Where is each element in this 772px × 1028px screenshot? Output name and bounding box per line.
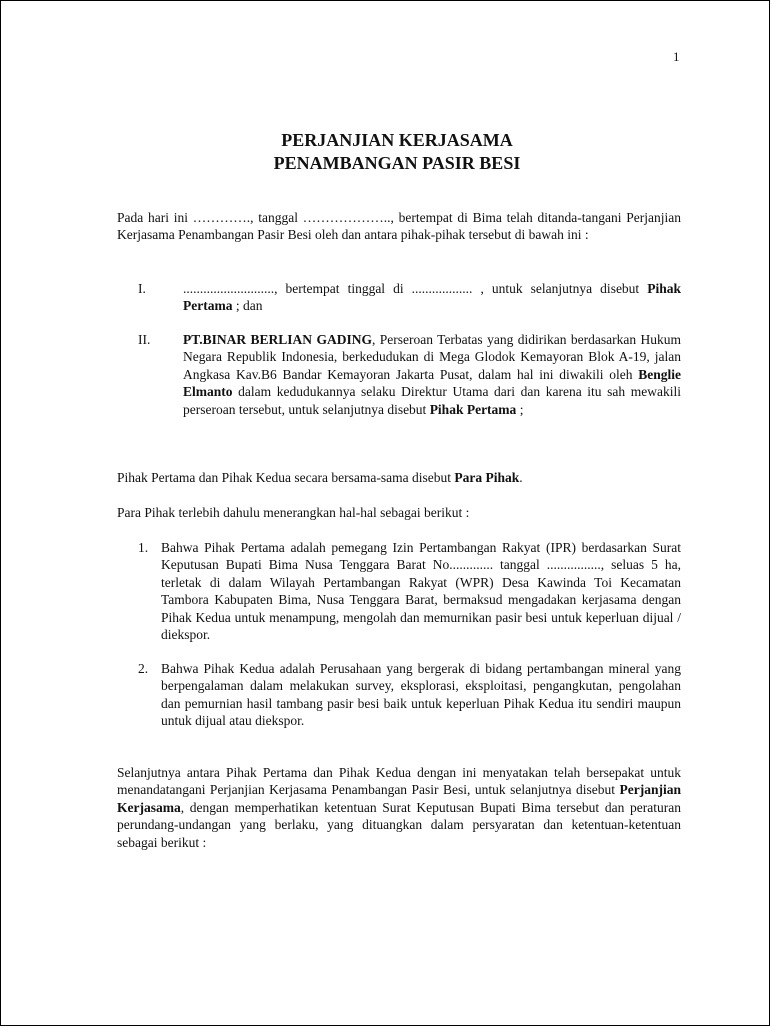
recital-2-marker: 2. [138,661,149,676]
party-2-text [183,331,681,418]
intro-paragraph: Pada hari ini …………., tanggal ……………….., bertempat di Bima telah ditanda-tangani Perjanjian Kerjasama Penambangan Pasir Besi oleh dan antara pihak-pihak tersebut di bawah ini : [117,210,681,243]
closing-text-a: Selanjutnya antara Pihak Pertama dan Pihak Kedua dengan ini menyatakan telah bersepakat untuk menandatangani Perjanjian Kerjasama Penambangan Pasir Besi, untuk selanjutnya disebut [117,765,681,798]
para-pihak-term: Para Pihak [454,470,520,485]
party-1-text-b: ; dan [232,298,263,314]
closing-text-b: , dengan memperhatikan ketentuan Surat Keputusan Bupati Bima tersebut dan peraturan perundang-undangan yang berlaku, yang dituangkan dalam persyaratan dan ketentuan-ketentuan sebagai berikut : [117,799,681,850]
party-1-text-a: ..........................., bertempat tinggal di .................. , untuk selanjutnya disebut [183,281,648,296]
title-line-1: PERJANJIAN KERJASAMA [281,130,513,150]
party-2-company: PT.BINAR BERLIAN GADING [183,332,372,347]
page-number: 1 [673,49,680,64]
para-pihak-paragraph [117,469,681,486]
party-2-designation: Pihak Pertama [429,401,517,417]
recital-intro: Para Pihak terlebih dahulu menerangkan hal-hal sebagai berikut : [117,505,470,520]
closing-term: Perjanjian Kerjasama [117,782,681,815]
party-1-name: Pihak Pertama [183,281,681,314]
party-2-text-b: dalam kedudukannya selaku Direktur Utama dari dan karena itu sah mewakili perseroan tersebut, untuk selanjutnya disebut [183,384,681,417]
document-title [1,129,772,175]
party-1-text [183,280,681,315]
recital-1-marker: 1. [138,540,149,555]
party-1-marker: I. [138,281,146,296]
party-2-marker: II. [138,332,151,347]
recital-2-text: Bahwa Pihak Kedua adalah Perusahaan yang bergerak di bidang pertambangan mineral yang berpengalaman dalam melakukan survey, eksplorasi, eksploitasi, pengangkutan, pengolahan dan pemurnian hasil tambang pasir besi baik untuk keperluan Pihak Kedua itu sendiri maupun untuk dijual atau diekspor. [161,661,681,729]
party-2-text-a: , Perseroan Terbatas yang didirikan berdasarkan Hukum Negara Republik Indonesia, berkedudukan di Mega Glodok Kemayoran Blok A-19, jalan Angkasa Kav.B6 Bandar Kemayoran Jakarta Pusat, dalam hal ini diwakili oleh [183,332,681,382]
closing-paragraph [117,764,681,851]
para-pihak-end: . [519,470,523,485]
party-2-representative: Benglie Elmanto [183,366,681,400]
party-2-text-c: ; [516,401,524,417]
recital-1-text: Bahwa Pihak Pertama adalah pemegang Izin Pertambangan Rakyat (IPR) berdasarkan Surat Keputusan Bupati Bima Nusa Tenggara Barat No............. tanggal ................, seluas 5 ha, terletak di dalam Wilayah Pertambangan Rakyat (WPR) Desa Kawinda Toi Kecamatan Tambora Kabupaten Bima, Nusa Tenggara Barat, bermaksud mengadakan kerjasama dengan Pihak Kedua untuk menampung, mengolah dan memurnikan pasir besi untuk keperluan dijual / diekspor. [161,540,681,643]
title-line-2: PENAMBANGAN PASIR BESI [273,153,521,173]
para-pihak-text: Pihak Pertama dan Pihak Kedua secara bersama-sama disebut [117,470,455,485]
